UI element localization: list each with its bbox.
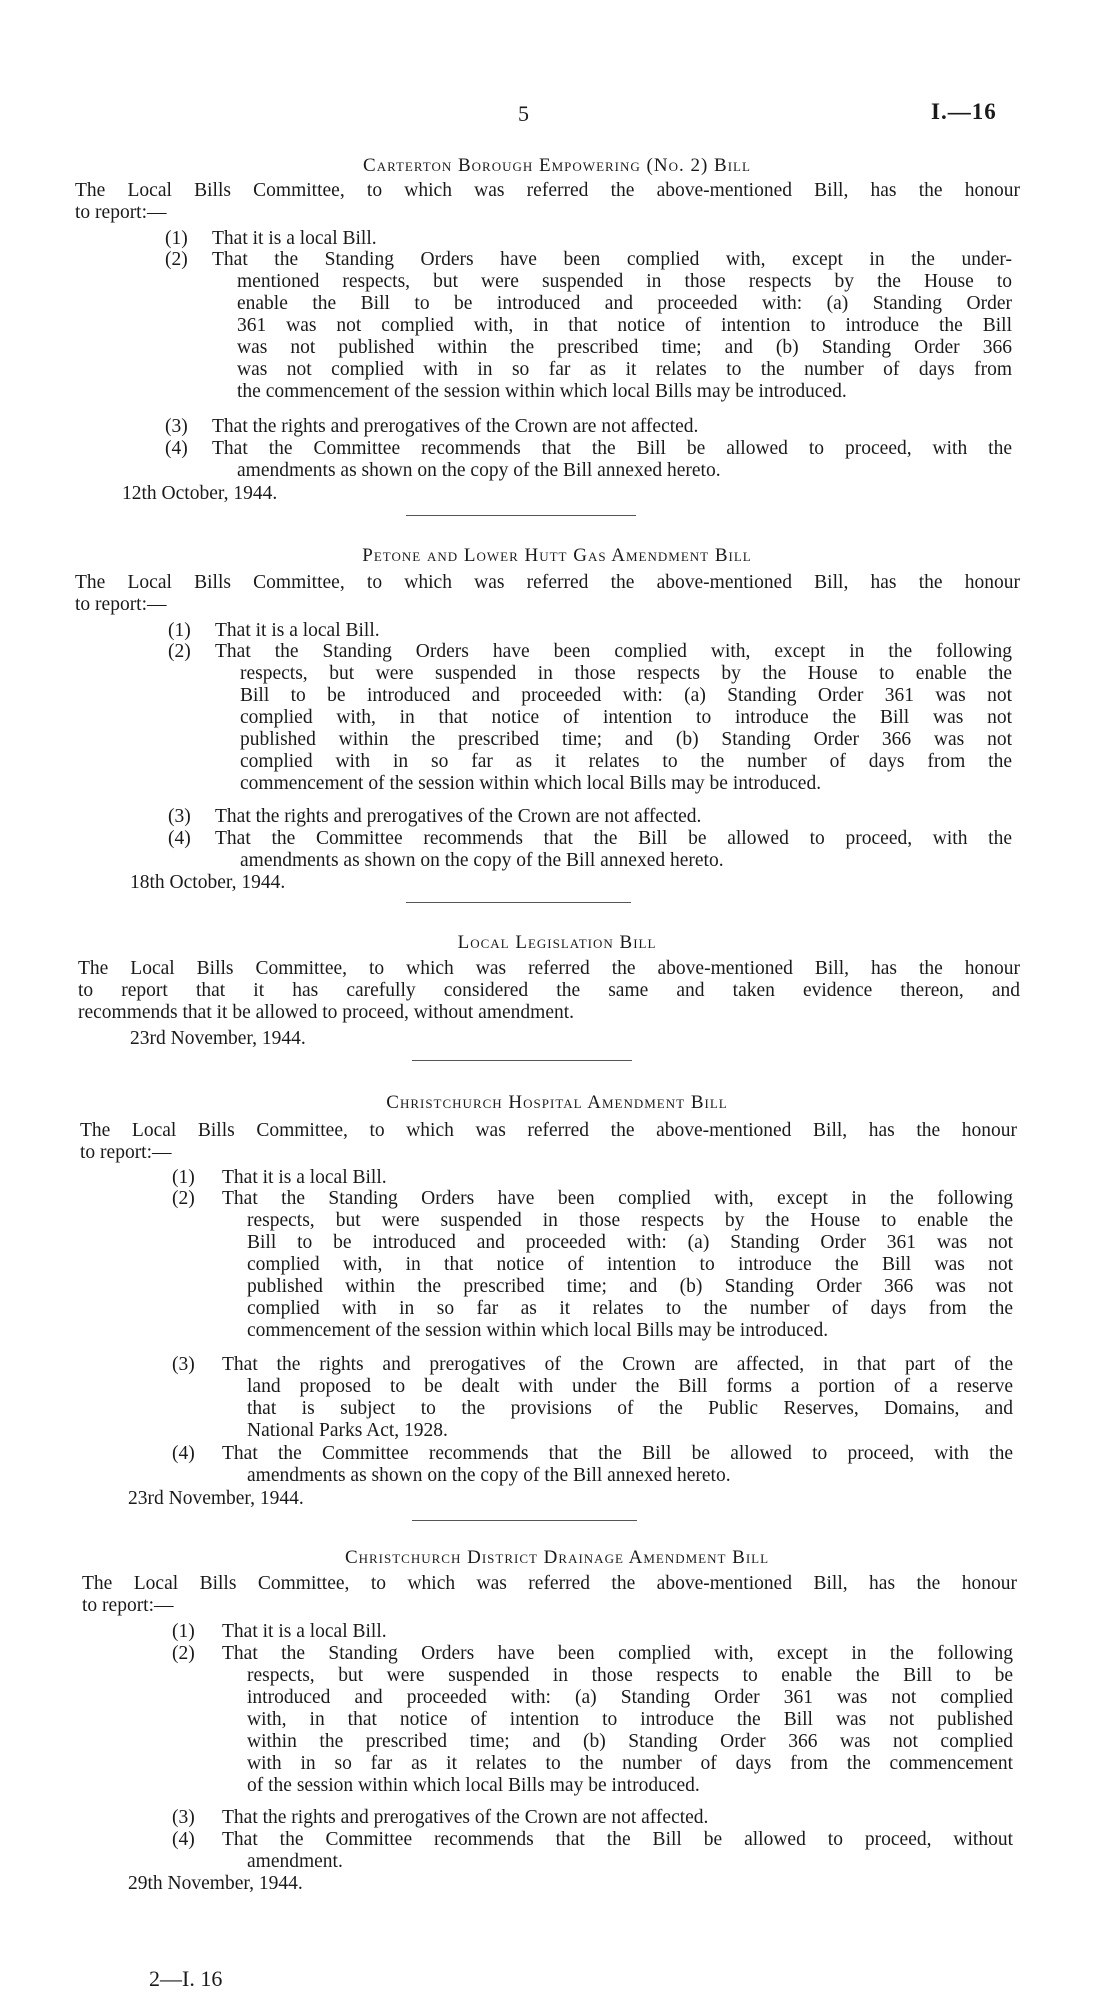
report-date: 29th November, 1944.: [128, 1873, 303, 1894]
item-line: That the rights and prerogatives of the Crown are not affected.: [212, 416, 699, 437]
section-divider: [406, 515, 636, 516]
item-number: (2): [168, 641, 191, 662]
item-line: 361 was not complied with, in that notice of intention to introduce the Bill: [237, 315, 1012, 336]
item-line: That the rights and prerogatives of the Crown are affected, in that part of the: [222, 1354, 1013, 1375]
section-title: Christchurch District Drainage Amendment Bill: [344, 1547, 770, 1568]
section-divider: [412, 1520, 637, 1521]
item-line: That the Standing Orders have been complied with, except in the following: [215, 641, 1012, 662]
item-line: mentioned respects, but were suspended in those respects by the House to: [237, 271, 1012, 292]
item-line: that is subject to the provisions of the Public Reserves, Domains, and: [247, 1398, 1013, 1419]
item-number: (4): [172, 1829, 195, 1850]
item-line: That the Standing Orders have been complied with, except in the following: [222, 1643, 1013, 1664]
item-line: That the rights and prerogatives of the Crown are not affected.: [222, 1807, 709, 1828]
item-line: respects, but were suspended in those respects by the House to enable the: [240, 663, 1012, 684]
item-line: the commencement of the session within which local Bills may be introduced.: [237, 381, 847, 402]
item-number: (1): [172, 1167, 195, 1188]
item-line: Bill to be introduced and proceeded with: (a) Standing Order 361 was not: [240, 685, 1012, 706]
intro-line: to report:—: [82, 1595, 174, 1616]
report-date: 18th October, 1944.: [130, 872, 286, 893]
item-line: land proposed to be dealt with under the Bill forms a portion of a reserve: [247, 1376, 1013, 1397]
item-line: respects, but were suspended in those respects to enable the Bill to be: [247, 1665, 1013, 1686]
item-line: amendment.: [247, 1851, 343, 1872]
item-number: (1): [172, 1621, 195, 1642]
footer-signature: 2—I. 16: [149, 1966, 223, 1991]
intro-line: The Local Bills Committee, to which was referred the above-mentioned Bill, has the honour: [82, 1573, 1017, 1594]
item-line: That the Committee recommends that the Bill be allowed to proceed, with the: [215, 828, 1012, 849]
item-line: That the Committee recommends that the Bill be allowed to proceed, with the: [222, 1443, 1013, 1464]
item-line: National Parks Act, 1928.: [247, 1420, 448, 1441]
intro-line: The Local Bills Committee, to which was referred the above-mentioned Bill, has the honour: [75, 572, 1020, 593]
section-title: Petone and Lower Hutt Gas Amendment Bill: [362, 545, 752, 566]
intro-line: to report:—: [80, 1142, 172, 1163]
section-divider: [412, 1060, 632, 1061]
item-line: That the Committee recommends that the Bill be allowed to proceed, with the: [212, 438, 1012, 459]
item-line: was not complied with in so far as it relates to the number of days from: [237, 359, 1012, 380]
item-line: respects, but were suspended in those respects by the House to enable the: [247, 1210, 1013, 1231]
item-line: with, in that notice of intention to introduce the Bill was not published: [247, 1709, 1013, 1730]
section-title: Carterton Borough Empowering (No. 2) Bill: [363, 155, 751, 176]
item-number: (3): [168, 806, 191, 827]
item-line: enable the Bill to be introduced and proceeded with: (a) Standing Order: [237, 293, 1012, 314]
intro-line: to report that it has carefully considered the same and taken evidence thereon, and: [78, 980, 1020, 1001]
intro-line: The Local Bills Committee, to which was referred the above-mentioned Bill, has the honour: [80, 1120, 1017, 1141]
item-number: (1): [165, 228, 188, 249]
item-line: published within the prescribed time; and (b) Standing Order 366 was not: [240, 729, 1012, 750]
item-line: That the Committee recommends that the Bill be allowed to proceed, without: [222, 1829, 1013, 1850]
intro-line: The Local Bills Committee, to which was referred the above-mentioned Bill, has the honour: [78, 958, 1020, 979]
section-divider: [406, 902, 631, 903]
item-number: (1): [168, 620, 191, 641]
item-line: That the rights and prerogatives of the Crown are not affected.: [215, 806, 702, 827]
item-line: Bill to be introduced and proceeded with: (a) Standing Order 361 was not: [247, 1232, 1013, 1253]
item-line: That it is a local Bill.: [222, 1621, 387, 1642]
item-line: That it is a local Bill.: [212, 228, 377, 249]
item-line: commencement of the session within which local Bills may be introduced.: [247, 1320, 829, 1341]
item-line: introduced and proceeded with: (a) Standing Order 361 was not complied: [247, 1687, 1013, 1708]
intro-line: to report:—: [75, 594, 167, 615]
item-line: within the prescribed time; and (b) Standing Order 366 was not complied: [247, 1731, 1013, 1752]
intro-line: to report:—: [75, 202, 167, 223]
item-line: amendments as shown on the copy of the Bill annexed hereto.: [240, 850, 724, 871]
section-title: Local Legislation Bill: [457, 932, 657, 953]
item-number: (3): [172, 1807, 195, 1828]
intro-line: recommends that it be allowed to proceed, without amendment.: [78, 1002, 575, 1023]
intro-line: The Local Bills Committee, to which was referred the above-mentioned Bill, has the honour: [75, 180, 1020, 201]
report-date: 23rd November, 1944.: [128, 1488, 304, 1509]
item-line: amendments as shown on the copy of the Bill annexed hereto.: [237, 460, 721, 481]
item-line: complied with in so far as it relates to the number of days from the: [247, 1298, 1013, 1319]
item-number: (4): [168, 828, 191, 849]
item-line: That the Standing Orders have been complied with, except in the under-: [212, 249, 1012, 270]
item-line: of the session within which local Bills may be introduced.: [247, 1775, 700, 1796]
item-number: (2): [165, 249, 188, 270]
section-title: Christchurch Hospital Amendment Bill: [386, 1092, 728, 1113]
item-line: with in so far as it relates to the number of days from the commencement: [247, 1753, 1013, 1774]
item-line: was not published within the prescribed time; and (b) Standing Order 366: [237, 337, 1012, 358]
item-number: (3): [165, 416, 188, 437]
item-line: published within the prescribed time; and (b) Standing Order 366 was not: [247, 1276, 1013, 1297]
page-number: 5: [518, 101, 529, 126]
report-date: 23rd November, 1944.: [130, 1028, 306, 1049]
item-line: complied with, in that notice of intention to introduce the Bill was not: [240, 707, 1012, 728]
item-line: commencement of the session within which local Bills may be introduced.: [240, 773, 822, 794]
report-date: 12th October, 1944.: [122, 483, 278, 504]
item-number: (2): [172, 1643, 195, 1664]
item-number: (3): [172, 1354, 195, 1375]
item-line: That it is a local Bill.: [215, 620, 380, 641]
item-number: (2): [172, 1188, 195, 1209]
item-line: complied with in so far as it relates to the number of days from the: [240, 751, 1012, 772]
item-line: That the Standing Orders have been complied with, except in the following: [222, 1188, 1013, 1209]
document-reference: I.—16: [931, 99, 997, 124]
item-line: That it is a local Bill.: [222, 1167, 387, 1188]
item-line: complied with, in that notice of intention to introduce the Bill was not: [247, 1254, 1013, 1275]
item-line: amendments as shown on the copy of the Bill annexed hereto.: [247, 1465, 731, 1486]
item-number: (4): [172, 1443, 195, 1464]
item-number: (4): [165, 438, 188, 459]
